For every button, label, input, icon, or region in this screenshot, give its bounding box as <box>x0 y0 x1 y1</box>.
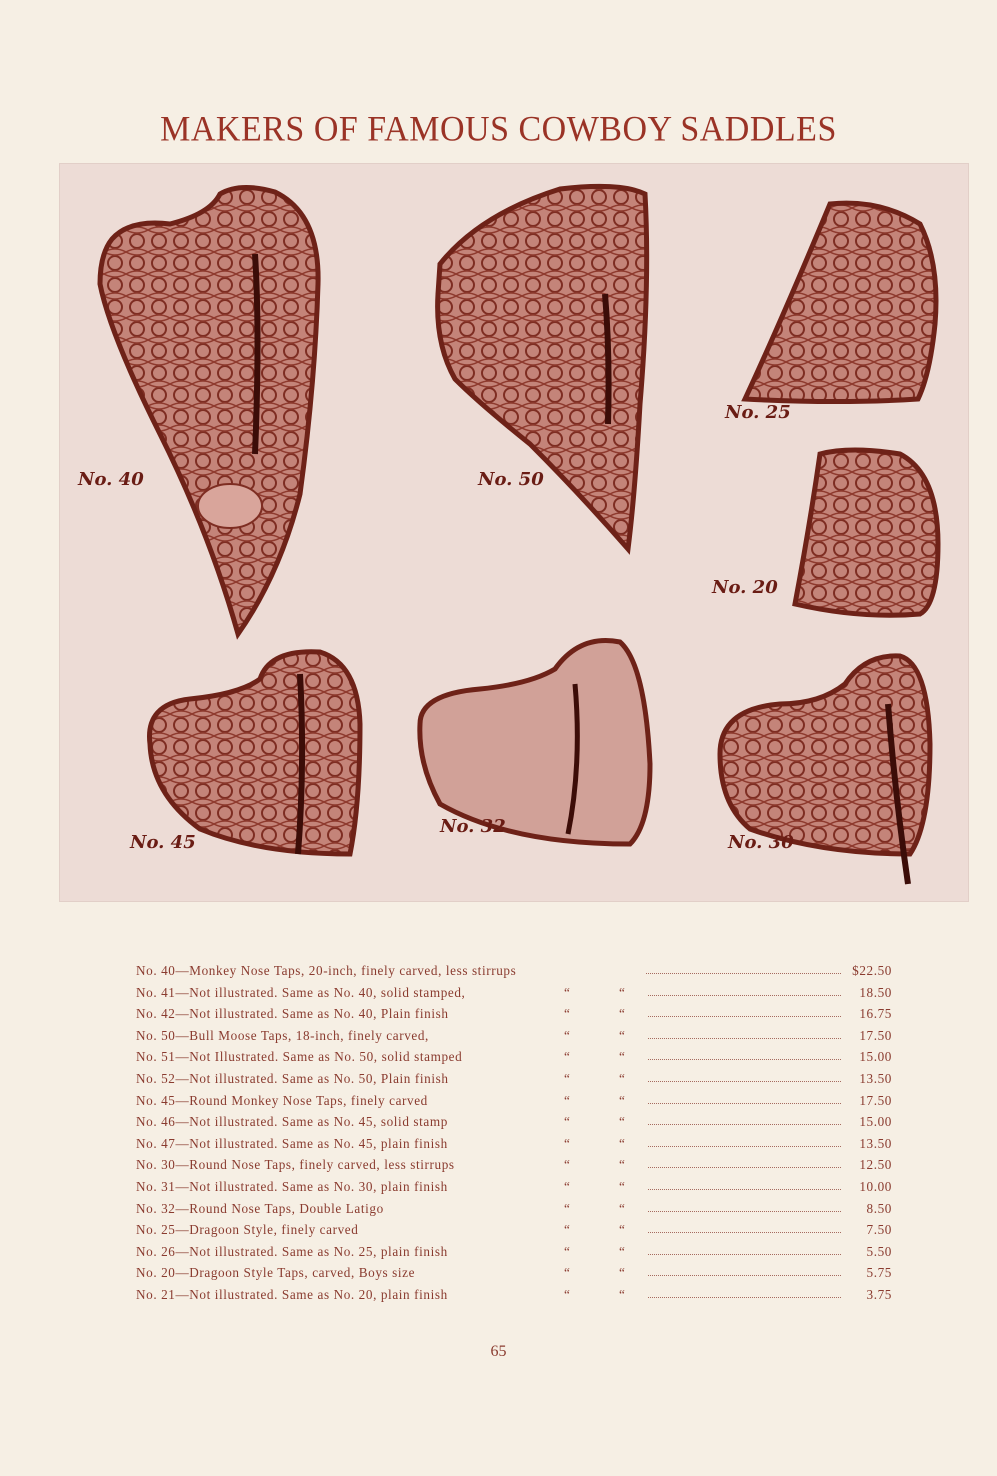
item-price: 5.50 <box>866 1243 892 1259</box>
item-description: No. 32—Round Nose Taps, Double Latigo <box>136 1200 384 1216</box>
item-price: 17.50 <box>859 1027 892 1043</box>
ditto-mark: “ <box>619 1286 626 1302</box>
price-row <box>136 1219 896 1241</box>
item-description: No. 21—Not illustrated. Same as No. 20, plain finish <box>136 1286 448 1302</box>
item-description: No. 40—Monkey Nose Taps, 20-inch, finely carved, less stirrups <box>136 963 517 978</box>
item-description: No. 51—Not Illustrated. Same as No. 50, solid stamped <box>136 1049 463 1065</box>
item-description: No. 50—Bull Moose Taps, 18-inch, finely carved, <box>136 1027 429 1043</box>
ditto-mark: “ <box>619 1049 626 1065</box>
item-price: 10.00 <box>859 1178 892 1194</box>
ditto-mark: “ <box>564 1135 571 1151</box>
item-price: 5.75 <box>866 1265 892 1281</box>
item-description: No. 31—Not illustrated. Same as No. 30, plain finish <box>136 1178 448 1194</box>
price-row <box>136 1025 896 1047</box>
ditto-mark: “ <box>619 1135 626 1151</box>
ditto-mark: “ <box>619 1178 626 1194</box>
dot-leader <box>646 973 841 974</box>
item-price: 17.50 <box>859 1092 892 1108</box>
ditto-mark: “ <box>564 1178 571 1194</box>
page-number: 65 <box>490 1343 507 1360</box>
price-row <box>136 960 896 982</box>
label-no20: No. 20 <box>712 577 778 598</box>
tap-no40 <box>100 187 318 634</box>
dot-leader <box>648 1146 841 1147</box>
ditto-mark: “ <box>564 1157 571 1173</box>
ditto-mark: “ <box>619 1157 626 1173</box>
label-no25: No. 25 <box>725 402 791 423</box>
item-description: No. 52—Not illustrated. Same as No. 50, Plain finish <box>136 1070 449 1086</box>
dot-leader <box>648 1211 841 1212</box>
dot-leader <box>648 1124 841 1125</box>
label-no32: No. 32 <box>440 816 506 837</box>
item-price: 13.50 <box>859 1135 892 1151</box>
ditto-mark: “ <box>564 1200 571 1216</box>
tapaderos-illustration <box>60 164 968 901</box>
dot-leader <box>648 1232 841 1233</box>
item-price: $22.50 <box>852 963 892 978</box>
dot-leader <box>648 1275 841 1276</box>
item-price: 18.50 <box>859 984 892 1000</box>
dot-leader <box>648 1038 841 1039</box>
ditto-mark: “ <box>564 1092 571 1108</box>
ditto-mark: “ <box>619 1200 626 1216</box>
tap-no20 <box>795 450 938 615</box>
ditto-mark: “ <box>619 984 626 1000</box>
dot-leader <box>648 1297 841 1298</box>
item-description: No. 47—Not illustrated. Same as No. 45, plain finish <box>136 1135 448 1151</box>
price-row <box>136 1284 896 1306</box>
item-description: No. 42—Not illustrated. Same as No. 40, Plain finish <box>136 1006 449 1022</box>
item-description: No. 46—Not illustrated. Same as No. 45, solid stamp <box>136 1114 448 1130</box>
item-description: No. 45—Round Monkey Nose Taps, finely carved <box>136 1092 428 1108</box>
price-row <box>136 1111 896 1133</box>
ditto-mark: “ <box>619 1092 626 1108</box>
price-row <box>136 1176 896 1198</box>
ditto-mark: “ <box>619 1006 626 1022</box>
ditto-mark: “ <box>619 1265 626 1281</box>
dot-leader <box>648 1103 841 1104</box>
ditto-mark: “ <box>619 1027 626 1043</box>
dot-leader <box>648 1059 841 1060</box>
label-no30: No. 30 <box>728 832 794 853</box>
price-row <box>136 1003 896 1025</box>
ditto-mark: “ <box>564 1243 571 1259</box>
price-row <box>136 1046 896 1068</box>
label-no50: No. 50 <box>478 469 544 490</box>
item-description: No. 41—Not illustrated. Same as No. 40, solid stamped, <box>136 984 466 1000</box>
item-description: No. 25—Dragoon Style, finely carved <box>136 1222 359 1238</box>
ditto-mark: “ <box>619 1114 626 1130</box>
price-list <box>136 960 896 1306</box>
price-row <box>136 1241 896 1263</box>
price-row <box>136 1154 896 1176</box>
item-price: 3.75 <box>866 1286 892 1302</box>
price-row <box>136 1068 896 1090</box>
tap-no45 <box>150 652 361 854</box>
ditto-mark: “ <box>619 1222 626 1238</box>
price-row <box>136 1090 896 1112</box>
ditto-mark: “ <box>564 1222 571 1238</box>
tap-no32 <box>420 641 650 844</box>
ditto-mark: “ <box>619 1243 626 1259</box>
ditto-mark: “ <box>619 1070 626 1086</box>
ditto-mark: “ <box>564 1114 571 1130</box>
item-price: 16.75 <box>859 1006 892 1022</box>
price-row <box>136 1133 896 1155</box>
dot-leader <box>648 1081 841 1082</box>
ditto-mark: “ <box>564 1049 571 1065</box>
dot-leader <box>648 1016 841 1017</box>
price-row <box>136 1198 896 1220</box>
dot-leader <box>648 1189 841 1190</box>
item-price: 13.50 <box>859 1070 892 1086</box>
tapaderos-photo <box>59 163 969 902</box>
item-price: 15.00 <box>859 1114 892 1130</box>
item-description: No. 30—Round Nose Taps, finely carved, less stirrups <box>136 1157 455 1173</box>
item-price: 15.00 <box>859 1049 892 1065</box>
tap-no50 <box>438 186 647 549</box>
item-price: 8.50 <box>866 1200 892 1216</box>
dot-leader <box>648 1254 841 1255</box>
ditto-mark: “ <box>564 1286 571 1302</box>
item-price: 7.50 <box>866 1222 892 1238</box>
item-price: 12.50 <box>859 1157 892 1173</box>
dot-leader <box>648 1167 841 1168</box>
ditto-mark: “ <box>564 1265 571 1281</box>
label-no40: No. 40 <box>78 469 144 490</box>
ditto-mark: “ <box>564 1006 571 1022</box>
page-title: MAKERS OF FAMOUS COWBOY SADDLES <box>160 109 837 149</box>
label-no45: No. 45 <box>130 832 196 853</box>
item-description: No. 26—Not illustrated. Same as No. 25, plain finish <box>136 1243 448 1259</box>
ditto-mark: “ <box>564 1027 571 1043</box>
price-row <box>136 1262 896 1284</box>
dot-leader <box>648 995 841 996</box>
item-description: No. 20—Dragoon Style Taps, carved, Boys size <box>136 1265 416 1281</box>
strap-no50 <box>605 294 609 424</box>
ditto-mark: “ <box>564 984 571 1000</box>
price-row <box>136 982 896 1004</box>
tap-no25 <box>745 203 936 401</box>
strap-no40 <box>255 254 258 454</box>
ditto-mark: “ <box>564 1070 571 1086</box>
